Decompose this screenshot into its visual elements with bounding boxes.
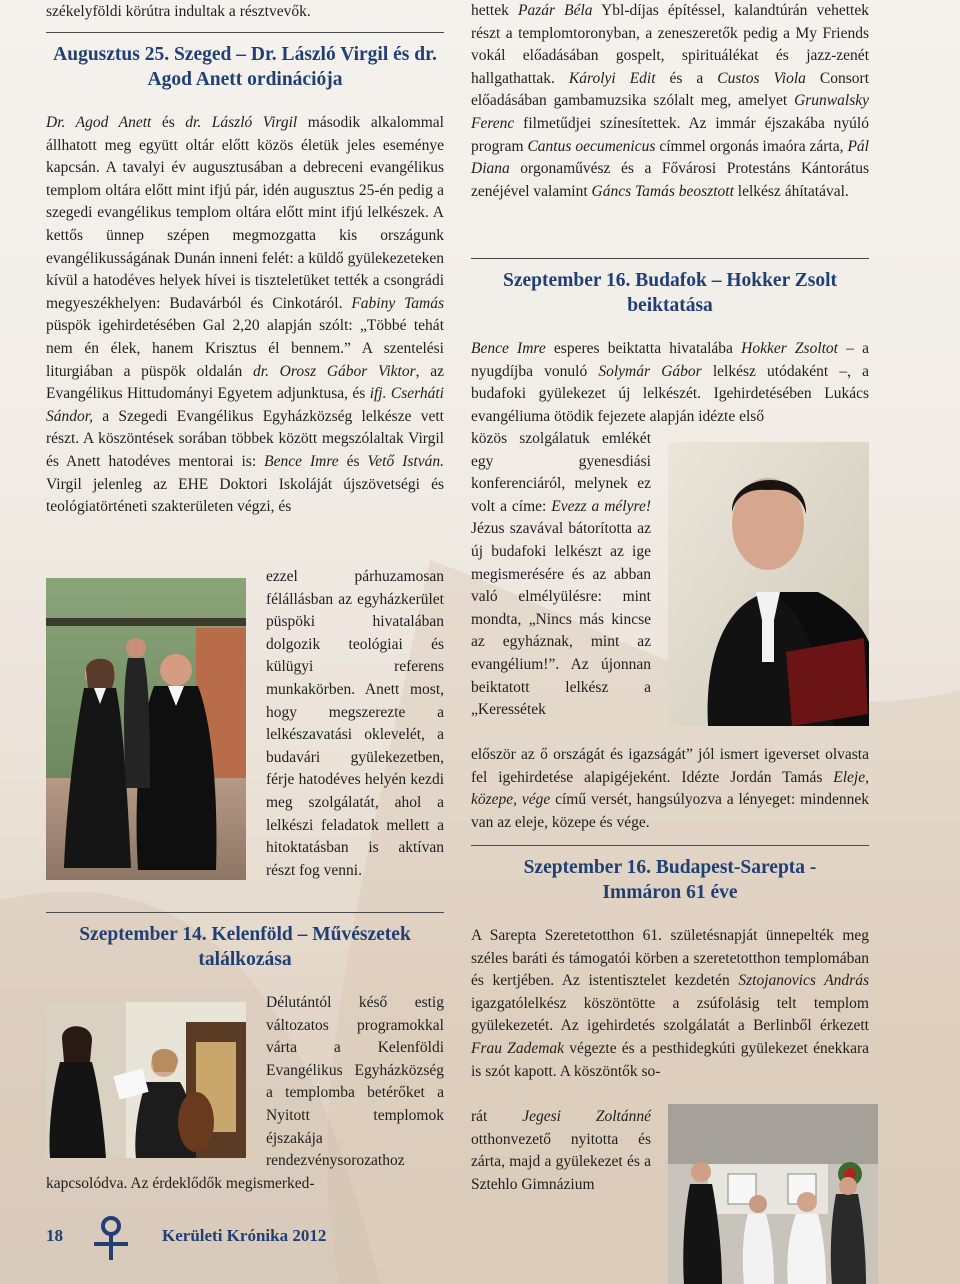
article-budafok-cont <box>471 744 869 834</box>
article-sarepta <box>471 855 869 1083</box>
left-column <box>46 0 444 24</box>
article-budafok-text-b: közös szolgálatuk emlékét egy gyenesdiási konferenciáról, melynek ez volt a címe: Evezz a mélyre! Jézus szavával bátorította az új budafoki lelkészt az ige megismerésére és az abban való elmélyülésre: mint mondta, „Nincs más kincse az egyháznak, mint az evangélium!”. Az újonnan beiktatott lelkész a „Keressétek <box>471 430 651 719</box>
article-kelenfold-text-wrap <box>46 992 444 1195</box>
sarepta-photo <box>668 1104 878 1284</box>
cross-logo <box>86 1212 136 1262</box>
article-budafok-text-c: először az ő országát és igazságát” jól ismert igeverset olvasta fel igehirdetése alapigéjeként. Idézte Jordán Tamás Eleje, közepe, vége című versét, hangsúlyozva a lényeget: mindennek van az eleje, közepe és vége. <box>471 746 869 831</box>
article-kelenfold <box>46 922 444 972</box>
article-sarepta-text-b: rát Jegesi Zoltánné otthonvezető nyitotta és zárta, majd a gyülekezet és a Sztehlo Gimnázium <box>471 1108 651 1193</box>
article-kelenfold-text: Délutántól késő estig változatos programokkal várta a Kelenföldi Evangélikus Egyházközség a templomba betérőket a Nyitott templomok éjszakája rendezvénysorozathoz kapcsolódva. Az érdeklődők megismerked- <box>46 994 444 1192</box>
article-szeged-text: Dr. Agod Anett és dr. László Virgil második alkalommal állhatott meg együtt oltár előtt közös életük jeles eseménye kapcsán. A tavalyi év augusztusában a debreceni evangélikus templom oltára előtt mint ifjú pár, idén augusztus 25-én pedig a szegedi evangélikus templom oltára előtt mint ifjú lelkészek. A kettős ünnep szépen megmozgatta kis országunk evangélikusságának Dunán inneni felét: a küldő gyülekezeteken kívül a hatodéves helyek hívei is tiszteletüket tették a csongrádi megyeszékhelyen: Budavárból és Cinkotáról. Fabiny Tamás püspök igehirdetésében Gal 2,20 alapján szólt: „Többé tehát nem én élek, hanem Krisztus él bennem.” A szentelési liturgiában a püspök oldalán dr. Orosz Gábor Viktor, az Evangélikus Hittudományi Egyetem adjunktusa, és ifj. Cserháti Sándor, a Szegedi Evangélikus Egyházközség lelkésze vett részt. A köszöntések sorában többek között megszólaltak Virgil és Anett hatodéves mentorai is: Bence Imre és Vető István. Virgil jelenleg az EHE Doktori Iskoláját újszövetségi és teológiatörténeti szakterületen végzi, és <box>46 114 444 516</box>
divider <box>46 32 444 33</box>
article-szeged-cont-text: ezzel párhuzamosan félállásban az egyházkerület püspöki hivatalában dolgozik teológiai és külügyi referens munkakörben. Anett most, hogy megszerezte a lelkészavatási oklevelét, a budavári gyülekezetben, férje hatodéves helyén kezdi meg szolgálatát, ahol a lelkészi feladatok mellett a hitoktatásban is aktívan részt fog venni. <box>266 568 444 879</box>
heading-kelenfold: Szeptember 14. Kelenföld – Művészetek találkozása <box>79 924 411 970</box>
intro-line: székelyföldi körútra indultak a résztvevők. <box>46 3 311 20</box>
article-budafok-wrap <box>471 428 651 722</box>
article-sarepta-wrap <box>471 1106 651 1196</box>
article-sarepta-text-a: A Sarepta Szeretetotthon 61. születésnapját ünnepelték meg széles baráti és támogatói körben a szeretetotthon templomában és kertjében. Az istentisztelet kezdetén Sztojanovics András igazgatólelkész köszöntötte a zsúfolásig telt templom gyülekezetét. Az igehirdetés szolgálatát a Berlinből érkezett Frau Zademak végezte és a pesthidegkúti gyülekezet énekkara is szót kapott. A köszöntők so- <box>471 927 870 1080</box>
article-szeged-cont <box>266 566 444 882</box>
right-column-top <box>471 0 869 203</box>
publication-title: Kerületi Krónika 2012 <box>162 1226 327 1245</box>
divider <box>46 912 444 913</box>
page-number: 18 <box>46 1226 63 1245</box>
ordination-photo <box>46 578 246 880</box>
divider <box>471 845 869 846</box>
article-budafok <box>471 268 869 428</box>
heading-sarepta: Szeptember 16. Budapest-Sarepta - Immáron 61 éve <box>523 857 817 903</box>
article-kelenfold-cont: hettek Pazár Béla Ybl-díjas építéssel, kalandtúrán vehettek részt a templomtoronyban, a zeneszeretők pedig a My Friends vokál előadásában gospelt, spirituálékat és jazz-zenét hallgathattak. Károlyi Edit és a Custos Viola Consort előadásában gambamuzsika szólalt meg, amelyet Grunwalsky Ferenc filmetűdjei színesítettek. Az immár éjszakába nyúló program Cantus oecumenicus címmel orgonás imaóra zárta, Pál Diana orgonaművész és a Fővárosi Protestáns Kántorátus zenéjével valamint Gáncs Tamás beosztott lelkész áhítatával. <box>471 2 870 200</box>
article-budafok-text-a: Bence Imre esperes beiktatta hivatalába Hokker Zsoltot – a nyugdíjba vonuló Solymár Gábor lelkész utódaként –, a budafoki gyülekezet új lelkészét. Igehirdetésében Lukács evangéliuma ötödik fejezete alapján idézte első <box>471 340 869 425</box>
heading-budafok: Szeptember 16. Budafok – Hokker Zsolt beiktatása <box>502 270 838 316</box>
divider <box>471 258 869 259</box>
pastor-portrait <box>668 442 869 726</box>
heading-szeged: Augusztus 25. Szeged – Dr. László Virgil és dr. Agod Anett ordinációja <box>53 44 437 90</box>
article-szeged <box>46 42 444 519</box>
